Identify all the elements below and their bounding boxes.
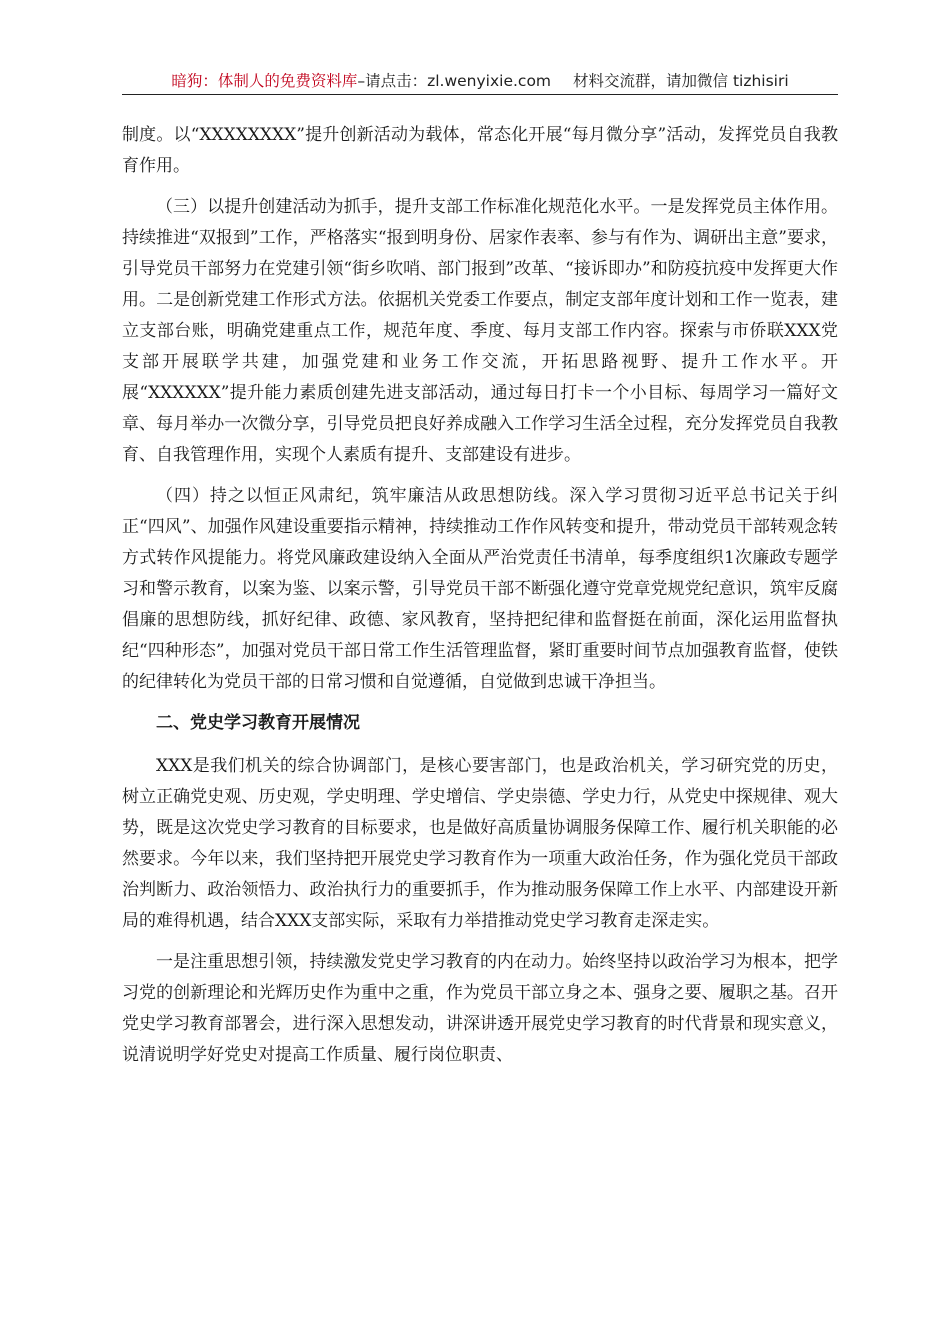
paragraph-4: XXX是我们机关的综合协调部门，是核心要害部门，也是政治机关，学习研究党的历史，树立正确党史观、历史观，学史明理、学史增信、学史崇德、学史力行，从党史中探规律、观大势，既是这次党史学习教育的目标要求，也是做好高质量协调服务保障工作、履行机关职能的必然要求。今年以来，我们坚持把开展党史学习教育作为一项重大政治任务，作为强化党员干部政治判断力、政治领悟力、政治执行力的重要抓手，作为推动服务保障工作上水平、内部建设开新局的难得机遇，结合XXX支部实际，采取有力举措推动党史学习教育走深走实。 bbox=[122, 756, 838, 931]
header-url-link[interactable]: zl.wenyixie.com bbox=[427, 72, 552, 90]
header-contact: 材料交流群，请加微信 tizhisiri bbox=[573, 72, 789, 90]
paragraph-2: （三）以提升创建活动为抓手，提升支部工作标准化规范化水平。一是发挥党员主体作用。持续推进“双报到”工作，严格落实“报到明身份、居家作表率、参与有作为、调研出主意”要求，引导党员干部努力在党建引领“街乡吹哨、部门报到”改革、“接诉即办”和防疫抗疫中发挥更大作用。二是创新党建工作形式方法。依据机关党委工作要点，制定支部年度计划和工作一览表，建立支部台账，明确党建重点工作，规范年度、季度、每月支部工作内容。探索与市侨联XXX党支部开展联学共建，加强党建和业务工作交流，开拓思路视野、提升工作水平。开展“XXXXXX”提升能力素质创建先进支部活动，通过每日打卡一个小目标、每周学习一篇好文章、每月举办一次微分享，引导党员把良好养成融入工作学习生活全过程，充分发挥党员自我教育、自我管理作用，实现个人素质有提升、支部建设有进步。 bbox=[122, 197, 838, 465]
paragraph-5: 一是注重思想引领，持续激发党史学习教育的内在动力。始终坚持以政治学习为根本，把学习党的创新理论和光辉历史作为重中之重，作为党员干部立身之本、强身之要、履职之基。召开党史学习教育部署会，进行深入思想发动，讲深讲透开展党史学习教育的时代背景和现实意义，说清说明学好党史对提高工作质量、履行岗位职责、 bbox=[122, 952, 838, 1065]
page-header bbox=[122, 68, 838, 95]
section-heading: 二、党史学习教育开展情况 bbox=[156, 713, 360, 733]
header-click-prompt: –请点击： bbox=[357, 72, 428, 90]
header-brand: 暗狗：体制人的免费资料库 bbox=[171, 72, 358, 90]
paragraph-3: （四）持之以恒正风肃纪，筑牢廉洁从政思想防线。深入学习贯彻习近平总书记关于纠正“四风”、加强作风建设重要指示精神，持续推动工作作风转变和提升，带动党员干部转观念转方式转作风提能力。将党风廉政建设纳入全面从严治党责任书清单，每季度组织1次廉政专题学习和警示教育，以案为鉴、以案示警，引导党员干部不断强化遵守党章党规党纪意识，筑牢反腐倡廉的思想防线，抓好纪律、政德、家风教育，坚持把纪律和监督挺在前面，深化运用监督执纪“四种形态”，加强对党员干部日常工作生活管理监督，紧盯重要时间节点加强教育监督，使铁的纪律转化为党员干部的日常习惯和自觉遵循，自觉做到忠诚干净担当。 bbox=[122, 486, 838, 692]
document-body bbox=[122, 120, 838, 1081]
paragraph-1: 制度。以“XXXXXXXX”提升创新活动为载体，常态化开展“每月微分享”活动，发挥党员自我教育作用。 bbox=[122, 125, 838, 176]
